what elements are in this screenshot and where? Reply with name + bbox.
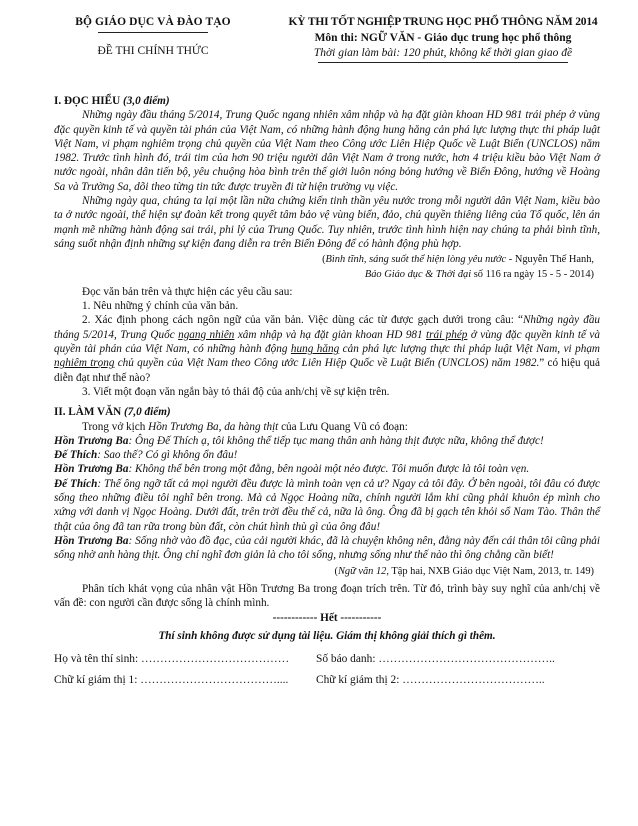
header-right	[262, 16, 624, 63]
passage-paragraph-1: Những ngày đầu tháng 5/2014, Trung Quốc ngang nhiên xâm nhập và hạ đặt giàn khoan HD 981 trái phép ở vùng đặc quyền kinh tế và quyền tài phán của Việt Nam, có những hành động hung hăng cản phá lực lượng thực thi pháp luật Việt Nam, vi phạm nghiêm trọng chủ quyền của Việt Nam theo Công ước Liên Hiệp Quốc về Luật Biển (UNCLOS) năm 1982. Trước tình hình đó, trái tim của hơn 90 triệu người dân Việt Nam ở trong nước, hơn 4 triệu kiều bào Việt Nam ở nước ngoài, nhân dân tiến bộ, yêu chuộng hòa bình trên thế giới luôn nóng bỏng hướng về Biển Đông, hướng về Hoàng Sa và Trường Sa, dõi theo từng tin tức được truyền đi từ hiện trường vụ việc.	[54, 109, 600, 193]
section1-title: I. ĐỌC HIỂU (3,0 điểm)	[54, 95, 170, 107]
footer-row-2	[54, 670, 600, 691]
dialogue-line: Hồn Trương Ba: Sống nhờ vào đồ đạc, của cải người khác, đã là chuyện không nên, đằng này đến cái thân tôi cũng phải sống nhờ anh hàng thịt. Ông chỉ nghĩ đơn giản là cho tôi sống, nhưng sống như thế nào thì ông chẳng cần biết!	[54, 534, 600, 562]
footer-row-1	[54, 649, 600, 670]
dialogue-line: Hồn Trương Ba: Ông Đế Thích ạ, tôi không thể tiếp tục mang thân anh hàng thịt được nữa, không thể được!	[54, 434, 544, 447]
dialogue-line: Hồn Trương Ba: Không thể bên trong một đằng, bên ngoài một nẻo được. Tôi muốn được là tôi toàn vẹn.	[54, 463, 530, 476]
passage-source: (Bình tĩnh, sáng suốt thể hiện lòng yêu nước - Nguyễn Thế Hanh, Báo Giáo dục & Thời đại số 116 ra ngày 15 - 5 - 2014)	[322, 254, 594, 280]
time-underline	[318, 62, 568, 63]
candidate-name-field: Họ và tên thí sinh: …………………………………	[54, 652, 290, 665]
dialogue-line: Đế Thích: Sao thế? Có gì không ổn đâu!	[54, 449, 238, 462]
official-label: ĐỀ THI CHÍNH THỨC	[97, 45, 209, 57]
proctor-1-signature-field: Chữ kí giám thị 1: ………………………………....	[54, 673, 289, 686]
essay-task: Phân tích khát vọng của nhân vật Hồn Trương Ba trong đoạn trích trên. Từ đó, trình bày suy nghĩ của anh/chị về vấn đề: con người cần được sống là chính mình.	[54, 582, 600, 610]
dialogue-line: Đế Thích: Thế ông ngỡ tất cả mọi người đều được là mình toàn vẹn cả ư? Ngay cả tôi đây. Ở bên ngoài, tôi đâu có được sống theo những điều tôi nghĩ bên trong. Mà cả Ngọc Hoàng nữa, chính người lắm khi cũng phải khuôn ép mình cho xứng với danh vị Ngọc Hoàng. Dưới đất, trên trời đều thế cả, nữa là ông. Ông đã bị gạch tên khỏi sổ Nam Tào. Thân thể thật của ông đã tan rữa trong bùn đất, còn chút hình thù gì của ông đâu!	[54, 477, 600, 533]
ministry-underline	[98, 32, 208, 33]
candidate-number-field: Số báo danh: ………………………………………..	[316, 652, 555, 665]
question-3: 3. Viết một đoạn văn ngắn bày tỏ thái độ của anh/chị về sự kiện trên.	[82, 385, 390, 398]
reading-instruction: Đọc văn bản trên và thực hiện các yêu cầu sau:	[82, 285, 293, 298]
exam-content	[54, 94, 600, 691]
section1-points: (3,0 điểm)	[123, 95, 170, 107]
section2-points: (7,0 điểm)	[124, 406, 171, 419]
play-intro: Trong vở kịch Hồn Trương Ba, da hàng thịt của Lưu Quang Vũ có đoạn:	[82, 420, 408, 433]
exam-notice: Thí sinh không được sử dụng tài liệu. Giám thị không giải thích gì thêm.	[158, 629, 496, 642]
section2-title: II. LÀM VĂN (7,0 điểm)	[54, 406, 171, 419]
exam-time: Thời gian làm bài: 120 phút, không kể thời gian giao đề	[313, 47, 573, 59]
exam-subject: Môn thi: NGỮ VĂN - Giáo dục trung học phổ thông	[314, 32, 572, 44]
passage-paragraph-2: Những ngày qua, chúng ta lại một lần nữa chứng kiến tinh thần yêu nước trong mỗi người dân Việt Nam, kiều bào ta ở nước ngoài, thể hiện sự đoàn kết trong quyết tâm bảo vệ vùng biển, đảo, chủ quyền thiêng liêng của Tổ quốc, lên án mạnh mẽ những hành động sai trái, phi lý của Trung Quốc. Tuy nhiên, trước tình hình hiện nay chúng ta phải bình tĩnh, sáng suốt nhận định những sự kiện đang diễn ra trên Biển Đông để có hành động phù hợp.	[54, 195, 600, 250]
question-1: 1. Nêu những ý chính của văn bản.	[82, 300, 239, 313]
header-left	[48, 16, 258, 57]
end-marker: ------------ Hết -----------	[272, 612, 382, 625]
play-source: (Ngữ văn 12, Tập hai, NXB Giáo dục Việt Nam, 2013, tr. 149)	[334, 565, 594, 577]
exam-title: KỲ THI TỐT NGHIỆP TRUNG HỌC PHỔ THÔNG NĂM 2014	[288, 16, 598, 28]
ministry-name: BỘ GIÁO DỤC VÀ ĐÀO TẠO	[75, 16, 231, 28]
proctor-2-signature-field: Chữ kí giám thị 2: ………………………………..	[316, 673, 545, 686]
question-2: 2. Xác định phong cách ngôn ngữ của văn bản. Việc dùng các từ được gạch dưới trong câu: “Những ngày đầu tháng 5/2014, Trung Quốc ngang nhiên xâm nhập và hạ đặt giàn khoan HD 981 trái phép ở vùng đặc quyền kinh tế và quyền tài phán của Việt Nam, có những hành động hung hăng cản phá lực lượng thực thi pháp luật Việt Nam, vi phạm nghiêm trọng chủ quyền của Việt Nam theo Công ước Liên Hiệp Quốc về Luật Biển (UNCLOS) năm 1982.” có hiệu quả diễn đạt như thế nào?	[54, 314, 601, 384]
